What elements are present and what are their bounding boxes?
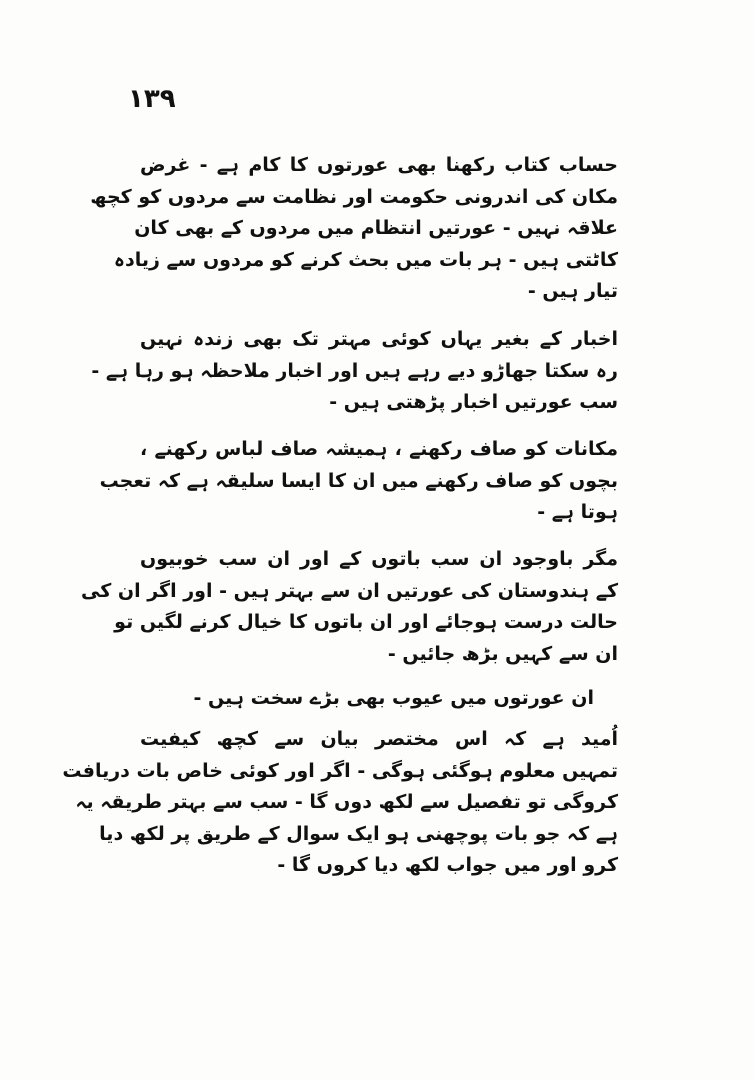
paragraph-1: [90, 150, 618, 308]
text-line: تمہیں معلوم ہوگئی ہوگی - اگر اور کوئی خاص بات دریافت: [62, 759, 618, 782]
text-line: ہے کہ جو بات پوچھنی ہو ایک سوال کے طریق پر لکھ دیا: [99, 822, 618, 845]
text-line: سب عورتیں اخبار پڑھتی ہیں -: [329, 391, 618, 413]
text-line: ان عورتوں میں عیوب بھی بڑے سخت ہیں -: [193, 687, 594, 709]
paragraph-3: [99, 434, 618, 529]
text-line: کرو اور میں جواب لکھ دیا کروں گا -: [277, 854, 618, 876]
text-line: حالت درست ہوجائے اور ان باتوں کا خیال کرنے لگیں تو: [114, 611, 618, 633]
text-line: رہ سکتا جھاڑو دیے رہے ہیں اور اخبار ملاحظہ ہو رہا ہے -: [91, 359, 618, 382]
text-line: تیار ہیں -: [527, 280, 618, 302]
text-line: ہوتا ہے -: [537, 501, 618, 523]
text-line: مگر باوجود ان سب باتوں کے اور ان سب خوبیوں: [140, 548, 618, 570]
paragraph-4: [80, 544, 618, 670]
text-line: ان سے کہیں بڑھ جائیں -: [387, 642, 618, 665]
text-line: اخبار کے بغیر یہاں کوئی مہتر تک بھی زندہ نہیں: [140, 328, 618, 350]
text-line: حساب کتاب رکھنا بھی عورتوں کا کام ہے - غرض: [140, 154, 618, 176]
text-line: بچوں کو صاف رکھنے میں ان کا ایسا سلیقہ ہے کہ تعجب: [99, 469, 618, 492]
text-line: مکان کی اندرونی حکومت اور نظامت سے مردوں کو کچھ: [90, 185, 618, 208]
text-line: اُمید ہے کہ اس مختصر بیان سے کچھ کیفیت: [140, 728, 618, 750]
text-line: کے ہندوستان کی عورتیں ان سے بہتر ہیں - اور اگر ان کی: [80, 579, 618, 602]
text-line: کروگی تو تفصیل سے لکھ دوں گا - سب سے بہتر طریقہ یہ: [75, 791, 618, 813]
text-line: علاقہ نہیں - عورتیں انتظام میں مردوں کے بھی کان: [134, 217, 618, 239]
page-number: ۱۳۹: [128, 84, 176, 114]
paragraph-5: [140, 683, 618, 715]
text-line: مکانات کو صاف رکھنے ، ہمیشہ صاف لباس رکھنے ،: [140, 438, 618, 460]
text-line: کاٹتی ہیں - ہر بات میں بحث کرنے کو مردوں سے زیادہ: [113, 248, 618, 271]
paragraph-6: [62, 724, 618, 882]
paragraph-2: [91, 324, 618, 419]
